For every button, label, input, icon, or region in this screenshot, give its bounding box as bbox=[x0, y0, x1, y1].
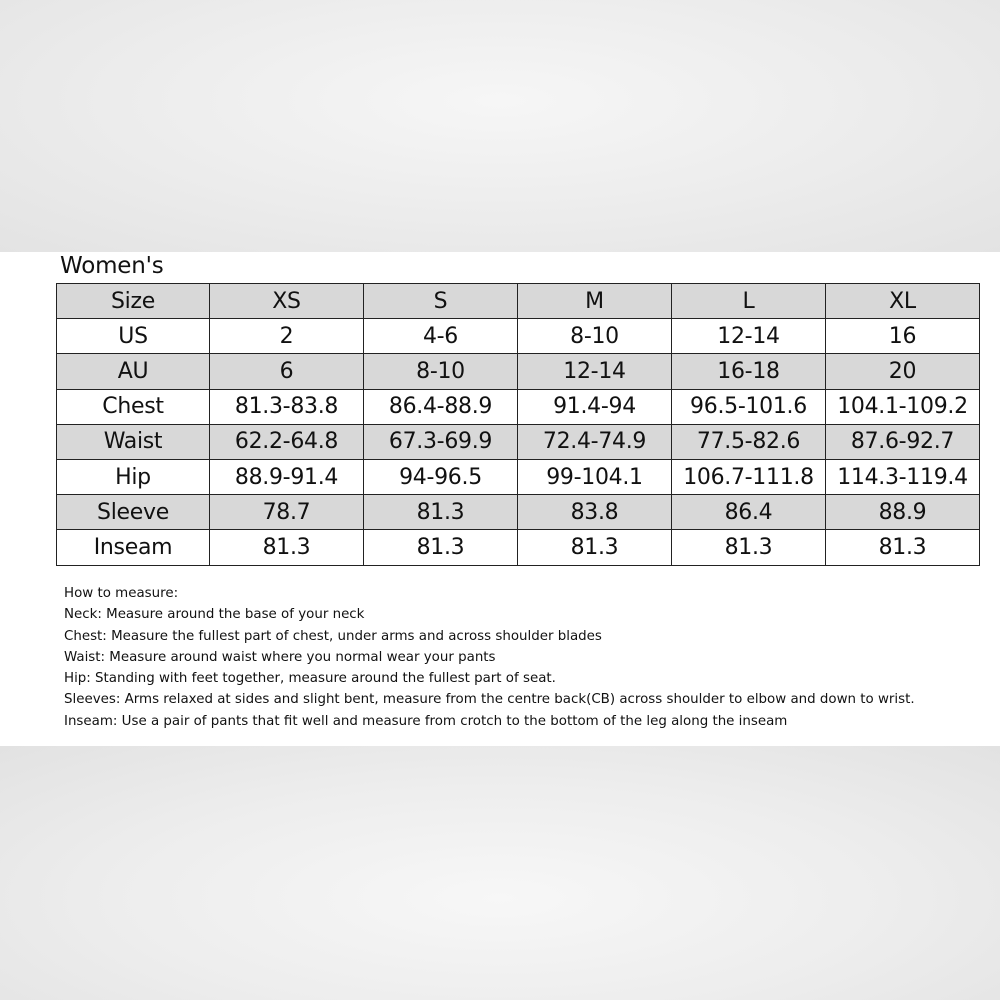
table-cell: 20 bbox=[826, 354, 980, 389]
table-cell: 72.4-74.9 bbox=[518, 424, 672, 459]
table-cell: 86.4 bbox=[672, 495, 826, 530]
table-cell: 16 bbox=[826, 319, 980, 354]
table-cell: 94-96.5 bbox=[364, 459, 518, 494]
row-label: US bbox=[57, 319, 210, 354]
table-cell: S bbox=[364, 284, 518, 319]
table-cell: 81.3 bbox=[826, 530, 980, 565]
table-row-au bbox=[57, 354, 980, 389]
table-cell: 104.1-109.2 bbox=[826, 389, 980, 424]
table-cell: M bbox=[518, 284, 672, 319]
table-row-sleeve bbox=[57, 495, 980, 530]
table-row-hip bbox=[57, 459, 980, 494]
row-label: AU bbox=[57, 354, 210, 389]
row-label: Inseam bbox=[57, 530, 210, 565]
table-cell: 67.3-69.9 bbox=[364, 424, 518, 459]
background-top bbox=[0, 0, 1000, 252]
table-cell: 86.4-88.9 bbox=[364, 389, 518, 424]
table-cell: 77.5-82.6 bbox=[672, 424, 826, 459]
table-cell: 78.7 bbox=[210, 495, 364, 530]
table-cell: 81.3-83.8 bbox=[210, 389, 364, 424]
table-cell: 81.3 bbox=[364, 495, 518, 530]
row-label: Chest bbox=[57, 389, 210, 424]
table-row-inseam bbox=[57, 530, 980, 565]
table-cell: 12-14 bbox=[672, 319, 826, 354]
table-row-waist bbox=[57, 424, 980, 459]
table-cell: 87.6-92.7 bbox=[826, 424, 980, 459]
table-cell: 91.4-94 bbox=[518, 389, 672, 424]
table-cell: 88.9 bbox=[826, 495, 980, 530]
background-bottom bbox=[0, 746, 1000, 1000]
table-row-us bbox=[57, 319, 980, 354]
note-sleeves: Sleeves: Arms relaxed at sides and slight bent, measure from the centre back(CB) across shoulder to elbow and down to wrist. bbox=[64, 692, 915, 708]
table-cell: 4-6 bbox=[364, 319, 518, 354]
table-cell: 106.7-111.8 bbox=[672, 459, 826, 494]
table-cell: 81.3 bbox=[364, 530, 518, 565]
note-inseam: Inseam: Use a pair of pants that fit well and measure from crotch to the bottom of the leg along the inseam bbox=[64, 713, 788, 729]
table-cell: 8-10 bbox=[364, 354, 518, 389]
table-cell: 81.3 bbox=[672, 530, 826, 565]
table-cell: 83.8 bbox=[518, 495, 672, 530]
table-cell: 99-104.1 bbox=[518, 459, 672, 494]
table-cell: XS bbox=[210, 284, 364, 319]
note-waist: Waist: Measure around waist where you normal wear your pants bbox=[64, 649, 496, 665]
table-cell: 8-10 bbox=[518, 319, 672, 354]
row-label: Waist bbox=[57, 424, 210, 459]
table-cell: 81.3 bbox=[518, 530, 672, 565]
table-cell: L bbox=[672, 284, 826, 319]
table-cell: 6 bbox=[210, 354, 364, 389]
note-chest: Chest: Measure the fullest part of chest, under arms and across shoulder blades bbox=[64, 628, 602, 644]
table-cell: 16-18 bbox=[672, 354, 826, 389]
table-cell: 96.5-101.6 bbox=[672, 389, 826, 424]
table-row-chest bbox=[57, 389, 980, 424]
table-cell: 62.2-64.8 bbox=[210, 424, 364, 459]
table-cell: 114.3-119.4 bbox=[826, 459, 980, 494]
notes-heading: How to measure: bbox=[64, 586, 179, 601]
row-label: Size bbox=[57, 284, 210, 319]
size-chart-card bbox=[0, 252, 1000, 746]
measurement-notes bbox=[64, 583, 984, 732]
section-title: Women's bbox=[60, 253, 164, 279]
table-cell: 12-14 bbox=[518, 354, 672, 389]
size-table bbox=[56, 283, 980, 566]
row-label: Hip bbox=[57, 459, 210, 494]
note-hip: Hip: Standing with feet together, measure around the fullest part of seat. bbox=[64, 671, 556, 687]
table-row-size bbox=[57, 284, 980, 319]
note-neck: Neck: Measure around the base of your neck bbox=[64, 607, 365, 623]
table-cell: 81.3 bbox=[210, 530, 364, 565]
row-label: Sleeve bbox=[57, 495, 210, 530]
table-cell: 2 bbox=[210, 319, 364, 354]
table-cell: 88.9-91.4 bbox=[210, 459, 364, 494]
table-cell: XL bbox=[826, 284, 980, 319]
